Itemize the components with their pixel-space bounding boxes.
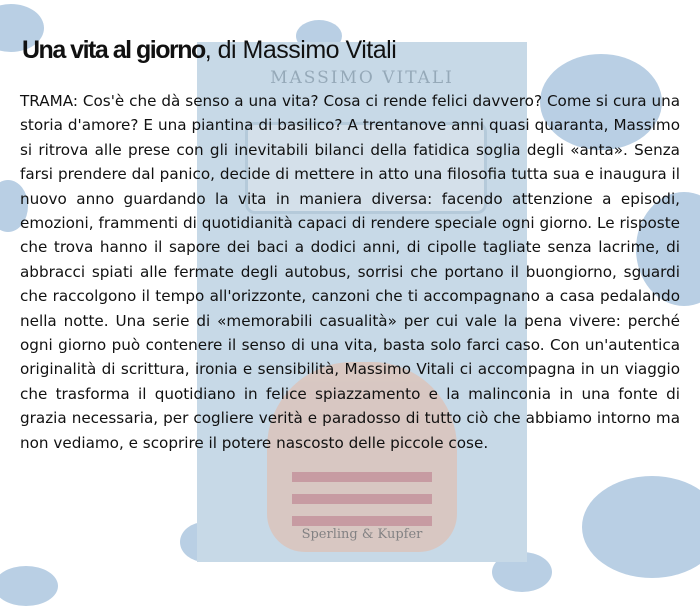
title-author: , di Massimo Vitali (204, 36, 397, 64)
cover-stripe (292, 494, 432, 504)
cover-publisher: Sperling & Kupfer (301, 527, 423, 542)
book-title: Una vita al giorno (22, 36, 205, 64)
decor-blob-bottom-right (582, 476, 700, 578)
plot-summary: TRAMA: Cos'è che dà senso a una vita? Cosa ci rende felici davvero? Come si cura una storia d'amore? E una piantina di basilico? A trentanove anni quasi quaranta, Massimo si ritrova alle prese con gli inevitabili bilanci della fatidica soglia degli «anta». Senza farsi prendere dal panico, decide di mettere in atto una filosofia tutta sua e inaugura il nuovo anno guardando la vita in maniera diversa: facendo attenzione a episodi, emozioni, frammenti di quotidianità capaci di rendere speciale ogni giorno. Le risposte che trova hanno il sapore dei baci a dodici anni, di cipolle tagliate senza lacrime, di abbracci spiati alle fermate degli autobus, sorrisi che portano il buongiorno, sguardi che raccolgono il tempo all'orizzonte, canzoni che ti accompagnano a casa pedalando nella notte. Una serie di «memorabili casualità» per cui vale la pena vivere: perché ogni giorno può contenere il senso di una vita, basta solo farci caso. Con un'autentica originalità di scrittura, ironia e sensibilità, Massimo Vitali ci accompagna in un viaggio che trasforma il quotidiano in felice spiazzamento e la malinconia in una fonte di grazia necessaria, per cogliere verità e paradosso di tutto ciò che abbiamo intorno ma non vediamo, e scoprire il potere nascosto delle piccole cose. (20, 92, 680, 452)
page-title (22, 36, 396, 65)
cover-author: MASSIMO VITALI (270, 68, 454, 88)
cover-stripe (292, 472, 432, 482)
cover-stripe (292, 516, 432, 526)
decor-blob-bottom-left (0, 566, 58, 606)
